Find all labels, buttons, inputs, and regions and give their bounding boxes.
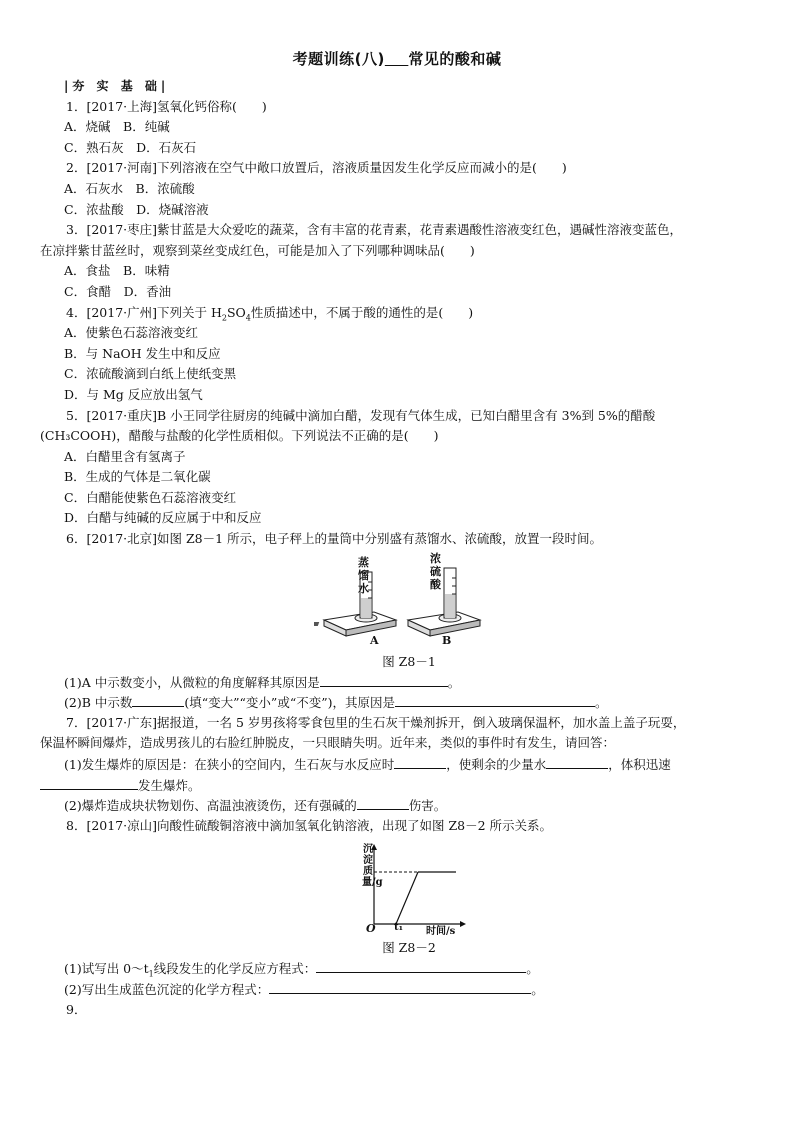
question-5-stem-line2: (CH₃COOH)，醋酸与盐酸的化学性质相似。下列说法不正确的是( ) [40,428,439,444]
answer-blank[interactable] [357,795,409,810]
q8-p1-end: 。 [526,961,539,977]
question-3-options-ab: A．食盐 B．味精 [64,263,170,279]
figure-label-a-text: 蒸馏水 [358,555,369,595]
q4-sub-1: 2 [221,313,227,323]
page-title [0,48,794,69]
question-6-part-2 [64,692,754,713]
graph-ylabel: 沉淀质量/g [362,844,383,889]
answer-blank[interactable] [394,754,446,769]
graph-xlabel: 时间/s [426,926,456,938]
question-4-option-d: D．与 Mg 反应放出氢气 [64,386,203,402]
figure-z8-1 [64,551,754,652]
question-1-options-ab: A．烧碱 B．纯碱 [64,119,170,135]
q8-p1-text-a: (1)试写出 0～t [64,961,149,977]
figure-z8-2 [64,842,754,938]
q6-p1-end: 。 [447,674,461,690]
title-prefix: 考题训练(八) [292,50,385,68]
question-4-option-c: C．浓硫酸滴到白纸上使纸变黑 [64,366,237,382]
answer-blank[interactable] [316,958,526,973]
question-8-stem: 8．[2017·凉山]向酸性硫酸铜溶液中滴加氢氧化钠溶液，出现了如图 Z8－2 所示关系。 [66,817,553,833]
q7-p2-text-b: 伤害。 [408,798,447,814]
q7-p1-text-c: ，体积迅速 [608,757,671,773]
question-9-stem: 9． [66,1001,87,1017]
answer-blank[interactable] [546,754,608,769]
q7-p1-text-a: (1)发生爆炸的原因是：在狭小的空间内，生石灰与水反应时 [64,757,395,773]
question-3-stem-line1: 3．[2017·枣庄]紫甘蓝是大众爱吃的蔬菜，含有丰富的花青素，花青素遇酸性溶液变红色，遇碱性溶液变蓝色， [66,222,682,238]
figure-z8-1-caption: 图 Z8－1 [382,653,436,669]
q6-p1-text: (1)A 中示数变小，从微粒的角度解释其原因是 [64,674,320,690]
question-7-part-1-cont [40,775,754,796]
question-5-option-d: D．白醋与纯碱的反应属于中和反应 [64,510,262,526]
question-7-part-1 [64,754,754,775]
title-suffix: 常见的酸和碱 [408,50,502,68]
q7-p1-text-d: 发生爆炸。 [138,777,201,793]
q7-p2-text-a: (2)爆炸造成块状物划伤、高温浊液烫伤，还有强碱的 [64,798,357,814]
question-4-option-b: B．与 NaOH 发生中和反应 [64,345,221,361]
question-2-options-ab: A．石灰水 B．浓硫酸 [64,180,195,196]
answer-blank[interactable] [395,692,595,707]
q8-p2-end: 。 [531,982,544,997]
q4-stem-b: SO [226,304,246,320]
question-5-option-b: B．生成的气体是二氧化碳 [64,469,211,485]
question-5-stem-line1: 5．[2017·重庆]B 小王同学往厨房的纯碱中滴加白醋，发现有气体生成，已知白醋里含有 3%到 5%的醋酸 [66,407,656,423]
section-heading: |夯 实 基 础| [64,79,170,93]
question-3-options-cd: C．食醋 D．香油 [64,283,172,299]
question-8-part-2 [64,979,754,1000]
answer-blank[interactable] [132,692,184,707]
figure-letter-a: A [370,633,379,647]
question-1-stem: 1．[2017·上海]氢氧化钙俗称( ) [66,98,267,114]
question-5-option-a: A．白醋里含有氢离子 [64,448,186,464]
q4-stem-a: 4．[2017·广州]下列关于 H [66,304,222,320]
question-1-options-cd: C．熟石灰 D．石灰石 [64,139,197,155]
title-gap [385,50,409,68]
question-4-stem [64,303,754,324]
balance-illustration [314,551,494,650]
question-list [40,76,754,1020]
q8-p1-text-b: 线段发生的化学反应方程式： [153,961,317,977]
q4-stem-c: 性质描述中，不属于酸的通性的是( ) [250,304,474,320]
graph-origin: O [366,922,376,936]
q6-p2-text-b: (填“变大”“变小”或“不变”)，其原因是 [184,695,395,711]
question-3-stem-line2: 在凉拌紫甘蓝丝时，观察到菜丝变成红色，可能是加入了下列哪种调味品( ) [40,242,475,258]
question-2-stem: 2．[2017·河南]下列溶液在空气中敞口放置后，溶液质量因发生化学反应而减小的是( ) [66,160,567,176]
q6-p2-end: 。 [594,695,608,711]
question-6-stem: 6．[2017·北京]如图 Z8－1 所示，电子秤上的量筒中分别盛有蒸馏水、浓硫酸，放置一段时间。 [66,531,603,547]
question-7-stem-line1: 7．[2017·广东]据报道，一名 5 岁男孩将零食包里的生石灰干燥剂拆开，倒入玻璃保温杯，加水盖上盖子玩耍， [66,714,686,730]
question-8-part-1 [64,958,754,979]
graph-t1: t₁ [394,922,403,934]
q4-sub-2: 4 [245,313,251,323]
scale-a [314,572,396,636]
figure-letter-b: B [442,633,452,647]
answer-blank[interactable] [269,979,531,994]
q8-p2-text-a: (2)写出生成蓝色沉淀的化学方程式： [64,982,270,997]
question-7-stem-line2: 保温杯瞬间爆炸，造成男孩儿的右脸红肿脱皮，一只眼睛失明。近年来，类似的事件时有发生，请回答： [40,735,616,751]
question-7-part-2 [64,795,754,816]
figure-label-b-text: 浓硫酸 [430,551,441,591]
q8-p1-sub: 1 [148,969,154,979]
question-6-part-1 [64,672,754,693]
figure-z8-2-caption: 图 Z8－2 [382,940,436,956]
answer-blank[interactable] [320,672,448,687]
question-4-option-a: A．使紫色石蕊溶液变红 [64,325,199,341]
scale-b [408,568,480,636]
question-2-options-cd: C．浓盐酸 D．烧碱溶液 [64,201,209,217]
q6-p2-text-a: (2)B 中示数 [64,695,133,711]
question-5-option-c: C．白醋能使紫色石蕊溶液变红 [64,489,237,505]
answer-blank[interactable] [40,775,138,790]
q7-p1-text-b: ，使剩余的少量水 [446,757,547,773]
